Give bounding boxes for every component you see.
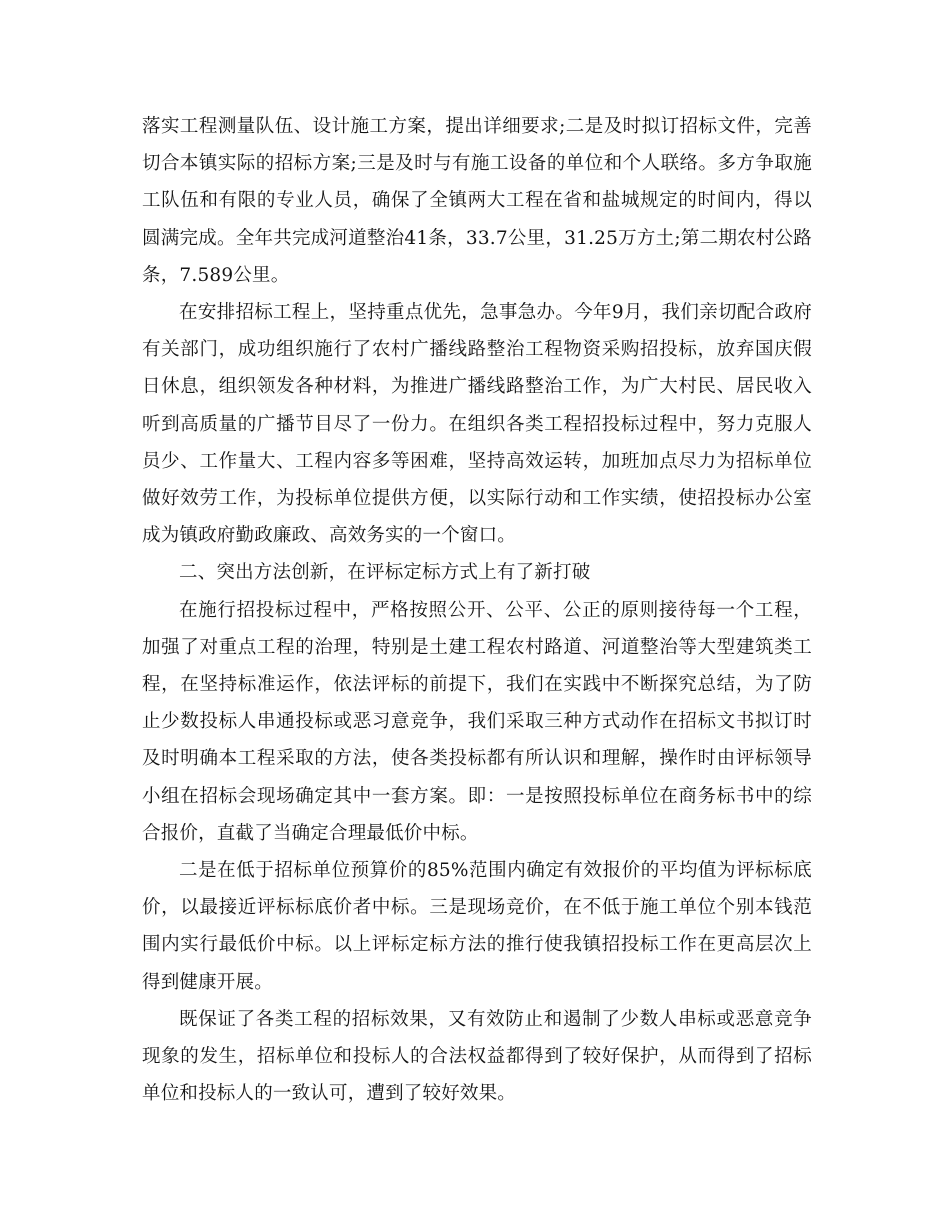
- paragraph-evaluation-methods: 二是在低于招标单位预算价的85%范围内确定有效报价的平均值为评标标底价，以最接近评标标底价者中标。三是现场竞价，在不低于施工单位个别本钱范围内实行最低价中标。以上评标定标方法的推行使我镇招投标工作在更高层次上得到健康开展。: [142, 860, 812, 993]
- paragraph-bidding-process: 在施行招投标过程中，严格按照公开、公平、公正的原则接待每一个工程，加强了对重点工程的治理，特别是土建工程农村路道、河道整治等大型建筑类工程，在坚持标准运作，依法评标的前提下，我们在实践中不断探究总结，为了防止少数投标人串通投标或恶习意竞争，我们采取三种方式动作在招标文书拟订时及时明确本工程采取的方法，使各类投标都有所认识和理解，操作时由评标领导小组在招标会现场确定其中一套方案。即：一是按照投标单位在商务标书中的综合报价，直截了当确定合理最低价中标。: [142, 599, 812, 844]
- paragraph-results: 既保证了各类工程的招标效果，又有效防止和遏制了少数人串标或恶意竞争现象的发生，招标单位和投标人的合法权益都得到了较好保护，从而得到了招标单位和投标人的一致认可，遭到了较好效果。: [142, 1008, 812, 1105]
- paragraph-continuation: 落实工程测量队伍、设计施工方案，提出详细要求;二是及时拟订招标文件，完善切合本镇实际的招标方案;三是及时与有施工设备的单位和个人联络。多方争取施工队伍和有限的专业人员，确保了全镇两大工程在省和盐城规定的时间内，得以圆满完成。全年共完成河道整治41条，33.7公里，31.25万方土;第二期农村公路条，7.589公里。: [142, 116, 812, 286]
- section-heading-method-innovation: 二、突出方法创新，在评标定标方式上有了新打破: [179, 562, 591, 584]
- document-page: [142, 108, 812, 1112]
- paragraph-bidding-arrangement: 在安排招标工程上，坚持重点优先，急事急办。今年9月，我们亲切配合政府有关部门，成功组织施行了农村广播线路整治工程物资采购招投标，放弃国庆假日休息，组织领发各种材料，为推进广播线路整治工作，为广大村民、居民收入听到高质量的广播节目尽了一份力。在组织各类工程招投标过程中，努力克服人员少、工作量大、工程内容多等困难，坚持高效运转，加班加点尽力为招标单位做好效劳工作，为投标单位提供方便，以实际行动和工作实绩，使招投标办公室成为镇政府勤政廉政、高效务实的一个窗口。: [142, 302, 812, 547]
